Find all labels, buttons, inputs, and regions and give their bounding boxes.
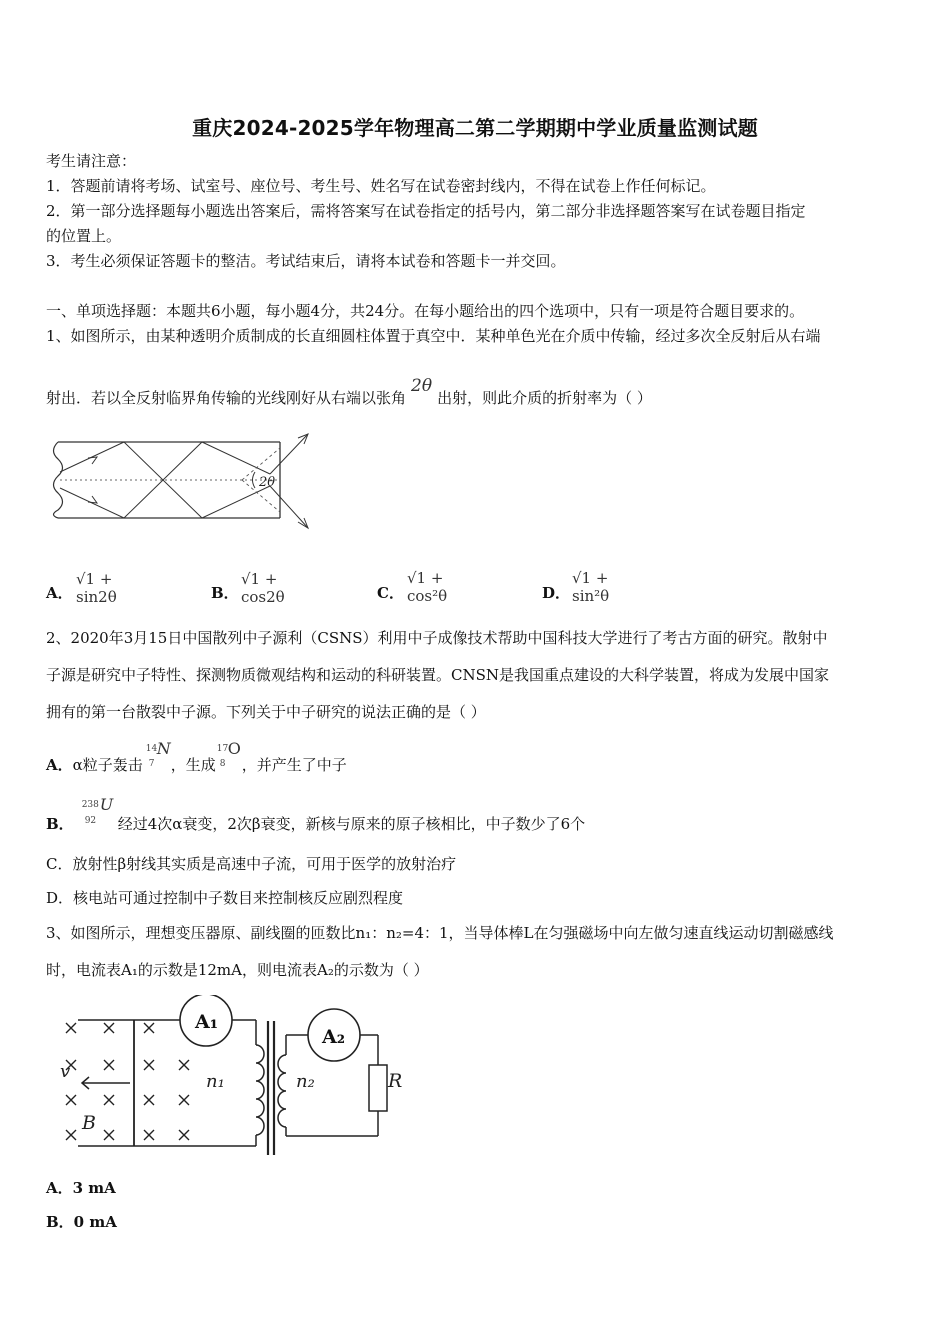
q1-stem-line2 <box>46 376 908 409</box>
notice-item-2: 2．第一部分选择题每小题选出答案后，需将答案写在试卷指定的括号内，第二部分非选择题答案写在试卷题目指定 <box>46 202 806 220</box>
q1-option-b-letter: B． <box>211 584 239 602</box>
q1-option-b[interactable] <box>211 570 285 606</box>
q2-stem-line2: 子源是研究中子特性、探测物质微观结构和运动的科研装置。CNSN是我国重点建设的大科学装置，将成为发展中国家 <box>46 666 830 684</box>
uranium-atomic-number: 92 <box>84 816 97 826</box>
q1-stem-line1: 1、如图所示，由某种透明介质制成的长直细圆柱体置于真空中．某种单色光在介质中传输，经过多次全反射后从右端 <box>46 327 821 345</box>
q1-light-guide-figure <box>52 430 314 532</box>
secondary-coil <box>278 1055 286 1127</box>
q2-option-a-text3: ，并产生了中子 <box>241 756 347 774</box>
q2-stem-line3: 拥有的第一台散裂中子源。下列关于中子研究的说法正确的是（ ） <box>46 703 486 721</box>
oxygen-nuclide <box>216 739 242 770</box>
nitrogen-symbol: N <box>156 739 171 758</box>
q1-option-c-expr: √1 + cos²θ <box>407 569 448 605</box>
q1-angle-symbol: 2θ <box>411 376 433 396</box>
n2-label: n₂ <box>296 1071 315 1092</box>
q1-option-a[interactable] <box>46 570 117 606</box>
q2-stem-line1: 2、2020年3月15日中国散列中子源利（CSNS）利用中子成像技术帮助中国科技大学进行了考古方面的研究。散射中 <box>46 629 828 647</box>
uranium-mass-number: 238 <box>81 800 99 810</box>
q2-option-b-letter: B． <box>46 815 74 833</box>
section-heading: 一、单项选择题：本题共6小题，每小题4分，共24分。在每小题给出的四个选项中，只有一项是符合题目要求的。 <box>46 302 805 320</box>
velocity-label: v <box>60 1061 71 1082</box>
nitrogen-mass-number: 14 <box>145 744 158 754</box>
oxygen-symbol: O <box>227 739 241 758</box>
nitrogen-nuclide <box>143 739 171 770</box>
q3-stem-line1: 3、如图所示，理想变压器原、副线圈的匝数比n₁：n₂=4：1，当导体棒L在匀强磁场中向左做匀速直线运动切割磁感线 <box>46 924 834 942</box>
q1-stem-text-b: 出射，则此介质的折射率为（ ） <box>437 389 652 407</box>
q1-option-a-letter: A． <box>46 584 73 602</box>
q1-option-d-expr: √1 + sin²θ <box>572 569 610 605</box>
q2-option-d[interactable]: D．核电站可通过控制中子数目来控制核反应剧烈程度 <box>46 889 404 907</box>
q1-option-d-letter: D． <box>542 584 571 602</box>
q2-option-b-text: 经过4次α衰变，2次β衰变，新核与原来的原子核相比，中子数少了6个 <box>117 815 586 833</box>
notice-heading: 考生请注意： <box>46 152 137 170</box>
ammeter-a1-label: A₁ <box>195 1011 219 1033</box>
q3-option-a[interactable]: A．3 mA <box>46 1179 116 1197</box>
q2-option-a-text1: α粒子轰击 <box>72 756 143 774</box>
notice-item-3: 3．考生必须保证答题卡的整洁。考试结束后，请将本试卷和答题卡一并交回。 <box>46 252 566 270</box>
q2-option-b[interactable] <box>46 795 908 835</box>
q3-stem-line2: 时，电流表A₁的示数是12mA，则电流表A₂的示数为（ ） <box>46 961 429 979</box>
uranium-nuclide <box>74 795 118 829</box>
primary-coil <box>256 1045 264 1135</box>
q2-option-c[interactable]: C．放射性β射线其实质是高速中子流，可用于医学的放射治疗 <box>46 855 457 873</box>
q1-option-c-letter: C． <box>377 584 404 602</box>
oxygen-atomic-number: 8 <box>219 759 226 769</box>
q1-option-d[interactable] <box>542 569 610 605</box>
field-b-label: B <box>82 1112 96 1134</box>
notice-item-2-cont: 的位置上。 <box>46 227 122 245</box>
q2-option-a-letter: A． <box>46 756 73 774</box>
nitrogen-atomic-number: 7 <box>148 759 155 769</box>
resistor-icon <box>369 1065 387 1111</box>
q1-stem-text-a: 射出．若以全反射临界角传输的光线刚好从右端以张角 <box>46 389 407 407</box>
q1-option-a-expr: √1 + sin2θ <box>76 570 117 606</box>
resistor-label: R <box>388 1070 403 1092</box>
q3-transformer-figure <box>56 995 412 1159</box>
page-title: 重庆2024-2025学年物理高二第二学期期中学业质量监测试题 <box>192 116 758 140</box>
oxygen-mass-number: 17 <box>216 744 229 754</box>
q1-option-b-expr: √1 + cos2θ <box>241 570 285 606</box>
notice-item-1: 1．答题前请将考场、试室号、座位号、考生号、姓名写在试卷密封线内，不得在试卷上作任何标记。 <box>46 177 716 195</box>
q2-option-a[interactable] <box>46 739 908 776</box>
n1-label: n₁ <box>206 1071 225 1092</box>
uranium-symbol: U <box>99 795 114 814</box>
q2-option-a-text2: ，生成 <box>170 756 216 774</box>
q3-option-b[interactable]: B．0 mA <box>46 1213 117 1231</box>
ammeter-a2-label: A₂ <box>322 1026 346 1048</box>
q1-figure-angle-label: 2θ <box>259 475 276 490</box>
q1-option-c[interactable] <box>377 569 448 605</box>
